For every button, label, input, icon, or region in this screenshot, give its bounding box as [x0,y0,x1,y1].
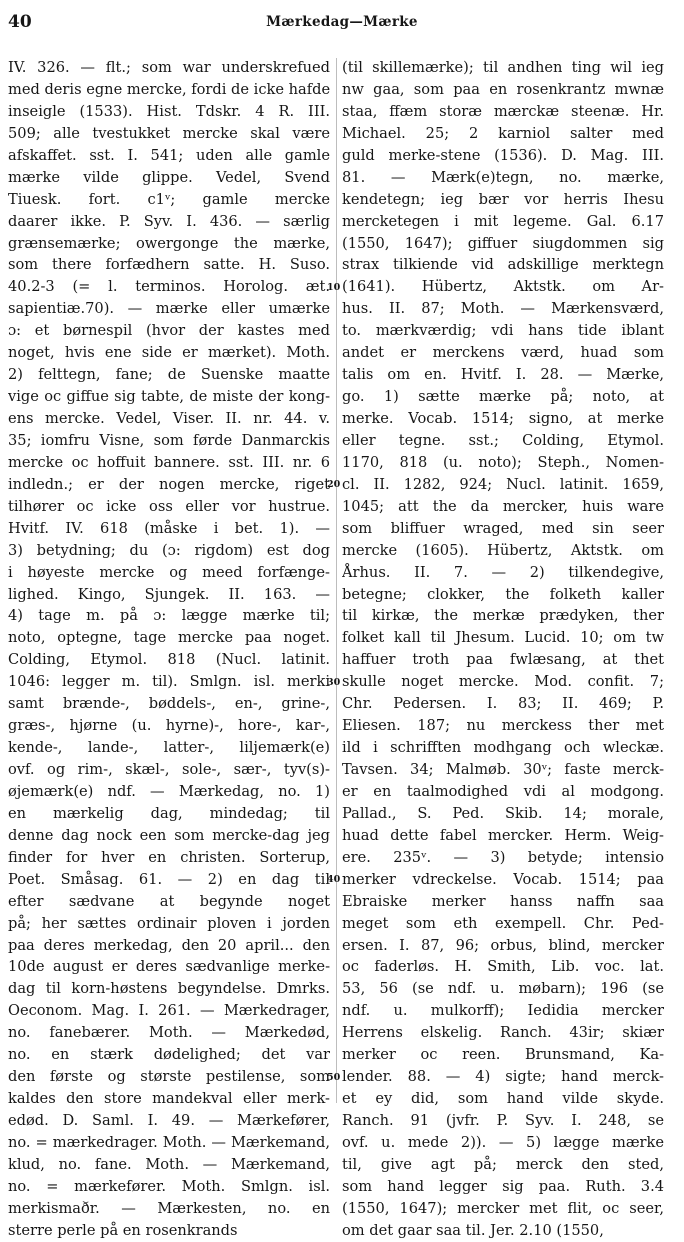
page-number: 40 [8,12,32,32]
text-line: paa deres merkedag, den 20 april... den [8,936,330,954]
text-line: ɔ: et børnespil (hvor der kastes med [8,322,330,340]
text-line: 40.2-3 (= l. terminos. Horolog. æt. [8,278,330,296]
text-line: merker vdreckelse. Vocab. 1514; paa [342,870,664,888]
text-line: er en taalmodighed vdi al modgong. [342,782,664,800]
text-line: ersen. I. 87, 96; orbus, blind, mercker [342,936,664,954]
text-line: Poet. Småsag. 61. — 2) en dag til [8,870,330,888]
text-line: betegne; clokker, the folketh kaller [342,585,664,603]
text-line: et ey did, som hand vilde skyde. [342,1090,664,1108]
text-line: øjemærk(e) ndf. — Mærkedag, no. 1) [8,782,330,800]
text-line: som bliffuer wraged, med sin seer [342,519,664,537]
text-line: til kirkæ, the merkæ prædyken, ther [342,607,664,625]
text-line: huad dette fabel mercker. Herm. Weig- [342,826,664,844]
text-line: go. 1) sætte mærke på; noto, at [342,388,664,406]
column-divider [336,58,337,1103]
text-line: staa, ffæm storæ mærckæ steenæ. Hr. [342,102,664,120]
text-line: sterre perle på en rosenkrands [8,1221,238,1239]
text-line: på; her sættes ordinair ploven i jorden [8,914,330,932]
text-line: til, give agt på; merck den sted, [342,1155,664,1173]
text-line: ens mercke. Vedel, Viser. II. nr. 44. v. [8,410,330,427]
text-line: vige oc giffue sig tabte, de miste der kong- [8,388,330,406]
text-line: IV. 326. — flt.; som war underskrefued [8,59,330,76]
line-number: 20 [327,479,341,491]
text-line: ild i schrifften modhgang och wleckæ. [342,739,664,757]
text-line: som hand legger sig paa. Ruth. 3.4 [342,1177,664,1195]
text-line: indledn.; er der nogen mercke, riget [8,475,330,493]
text-line: kaldes den store mandekval eller merk- [8,1090,330,1108]
text-line: Herrens elskelig. Ranch. 43ir; skiær [342,1024,664,1042]
text-line: 81. — Mærk(e)tegn, no. mærke, [342,168,664,186]
text-line: (1641). Hübertz, Aktstk. om Ar- [342,278,664,296]
text-line: Tavsen. 34; Malmøb. 30ᵛ; faste merck- [342,761,664,778]
text-line: mercke (1605). Hübertz, Aktstk. om [342,541,664,559]
text-line: Århus. II. 7. — 2) tilkendegive, [342,563,664,581]
text-line: Hvitf. IV. 618 (måske i bet. 1). — [8,519,330,537]
text-line: finder for hver en christen. Sorterup, [8,848,330,866]
text-line: no. en stærk dødelighed; det var [8,1046,330,1064]
text-line: andet er merckens værd, huad som [342,344,664,362]
text-line: Pallad., S. Ped. Skib. 14; morale, [342,804,664,822]
text-line: 509; alle tvestukket mercke skal være [8,124,330,142]
text-line: 3) betydning; du (ɔ: rigdom) est dog [8,541,330,559]
text-line: oc faderløs. H. Smith, Lib. voc. lat. [342,958,664,976]
text-line: om det gaar saa til. Jer. 2.10 (1550, [342,1221,604,1239]
text-line: 1046: legger m. til). Smlgn. isl. merki [8,673,330,691]
text-line: mercketegen i mit legeme. Gal. 6.17 [342,212,664,230]
text-line: merkismaðr. — Mærkesten, no. en [8,1199,330,1217]
running-head: Mærkedag—Mærke [266,14,418,30]
text-line: nw gaa, som paa en rosenkrantz mwnæ [342,80,664,98]
text-line: (1550, 1647); mercker met flit, oc seer, [342,1199,664,1217]
text-line: sapientiæ.70). — mærke eller umærke [8,300,330,318]
text-line: som there forfædhern satte. H. Suso. [8,256,330,274]
line-number: 40 [327,874,341,886]
text-line: (til skillemærke); til andhen ting wil ieg [342,59,664,76]
text-line: 1045; att the da mercker, huis ware [342,497,664,515]
text-line: 53, 56 (se ndf. u. møbarn); 196 (se [342,980,664,998]
text-line: den første og største pestilense, som [8,1068,330,1086]
text-line: efter sædvane at begynde noget [8,892,330,910]
text-line: haffuer troth paa fwlæsang, at thet [342,651,664,669]
text-line: lender. 88. — 4) sigte; hand merck- [342,1068,664,1086]
text-line: no. = mærkefører. Moth. Smlgn. isl. [8,1177,330,1195]
text-line: samt brænde-, bøddels-, en-, grine-, [8,695,330,713]
text-line: tilhører oc icke oss eller vor hustrue. [8,497,330,515]
right-column [342,57,664,1242]
page-header [0,12,684,34]
text-line: Colding, Etymol. 818 (Nucl. latinit. [8,651,330,669]
text-line: to. mærkværdig; vdi hans tide iblant [342,322,664,340]
text-line: mærke vilde glippe. Vedel, Svend [8,168,330,186]
text-line: græs-, hjørne (u. hyrne)-, hore-, kar-, [8,717,330,735]
text-line: no. fanebærer. Moth. — Mærkedød, [8,1024,330,1042]
text-line: merker oc reen. Brunsmand, Ka- [342,1046,664,1064]
text-line: Michael. 25; 2 karniol salter med [342,124,664,142]
text-line: ovf. og rim-, skæl-, sole-, sær-, tyv(s)- [8,761,330,778]
text-line: hus. II. 87; Moth. — Mærkensværd, [342,300,664,318]
text-line: denne dag nock een som mercke-dag jeg [8,826,330,844]
text-line: ndf. u. mulkorff); Iedidia mercker [342,1002,664,1020]
text-line: (1550, 1647); giffuer siugdommen sig [342,234,664,252]
text-line: 35; iomfru Visne, som førde Danmarckis [8,431,330,449]
text-line: Ranch. 91 (jvfr. P. Syv. I. 248, se [342,1112,664,1129]
text-line: Eliesen. 187; nu merckess ther met [342,717,664,735]
text-line: noget, hvis ene side er mærket). Moth. [8,344,330,362]
text-line: noto, optegne, tage mercke paa noget. [8,629,330,647]
text-line: kende-, lande-, latter-, liljemærk(e) [8,739,330,757]
text-line: eller tegne. sst.; Colding, Etymol. [342,431,664,449]
text-line: inseigle (1533). Hist. Tdskr. 4 R. III. [8,102,330,120]
text-line: dag til korn-høstens begyndelse. Dmrks. [8,980,330,998]
text-line: mercke oc hoffuit bannere. sst. III. nr. 6 [8,453,330,471]
text-line: no. = mærkedrager. Moth. — Mærkemand, [8,1133,330,1151]
text-line: Ebraiske merker hanss naffn saa [342,892,664,910]
text-line: kendetegn; ieg bær vor herris Ihesu [342,190,664,208]
line-number: 10 [327,281,341,293]
left-column [8,57,330,1242]
line-number: 30 [327,676,341,688]
text-line: Chr. Pedersen. I. 83; II. 469; P. [342,695,664,713]
text-line: 10de august er deres sædvanlige merke- [8,958,330,976]
text-line: lighed. Kingo, Sjungek. II. 163. — [8,585,330,603]
text-line: 1170, 818 (u. noto); Steph., Nomen- [342,453,664,471]
text-line: ovf. u. mede 2)). — 5) lægge mærke [342,1133,664,1151]
line-number: 50 [327,1071,341,1083]
text-line: folket kall til Jhesum. Lucid. 10; om tw [342,629,664,647]
text-line: grænsemærke; owergonge the mærke, [8,234,330,252]
text-line: en mærkelig dag, mindedag; til [8,804,330,822]
text-line: Tiuesk. fort. c1ᵛ; gamle mercke [8,190,330,208]
text-line: cl. II. 1282, 924; Nucl. latinit. 1659, [342,475,664,493]
text-line: ere. 235ᵛ. — 3) betyde; intensio [342,848,664,866]
text-line: klud, no. fane. Moth. — Mærkemand, [8,1155,330,1173]
text-line: strax tilkiende vid adskillige merktegn [342,256,664,274]
text-line: edød. D. Saml. I. 49. — Mærkefører, [8,1112,330,1129]
text-line: daarer ikke. P. Syv. I. 436. — særlig [8,212,330,230]
text-line: talis om en. Hvitf. I. 28. — Mærke, [342,366,664,384]
text-line: i høyeste mercke og meed forfænge- [8,563,330,581]
text-line: merke. Vocab. 1514; signo, at merke [342,410,664,427]
text-line: med deris egne mercke, fordi de icke hafde [8,80,330,98]
text-line: 4) tage m. på ɔ: lægge mærke til; [8,607,330,625]
text-line: Oeconom. Mag. I. 261. — Mærkedrager, [8,1002,330,1020]
text-line: 2) felttegn, fane; de Suenske maatte [8,366,330,384]
text-line: skulle noget mercke. Mod. confit. 7; [342,673,664,691]
text-line: meget som eth exempell. Chr. Ped- [342,914,664,932]
text-line: afskaffet. sst. I. 541; uden alle gamle [8,146,330,164]
text-line: guld merke-stene (1536). D. Mag. III. [342,146,664,164]
